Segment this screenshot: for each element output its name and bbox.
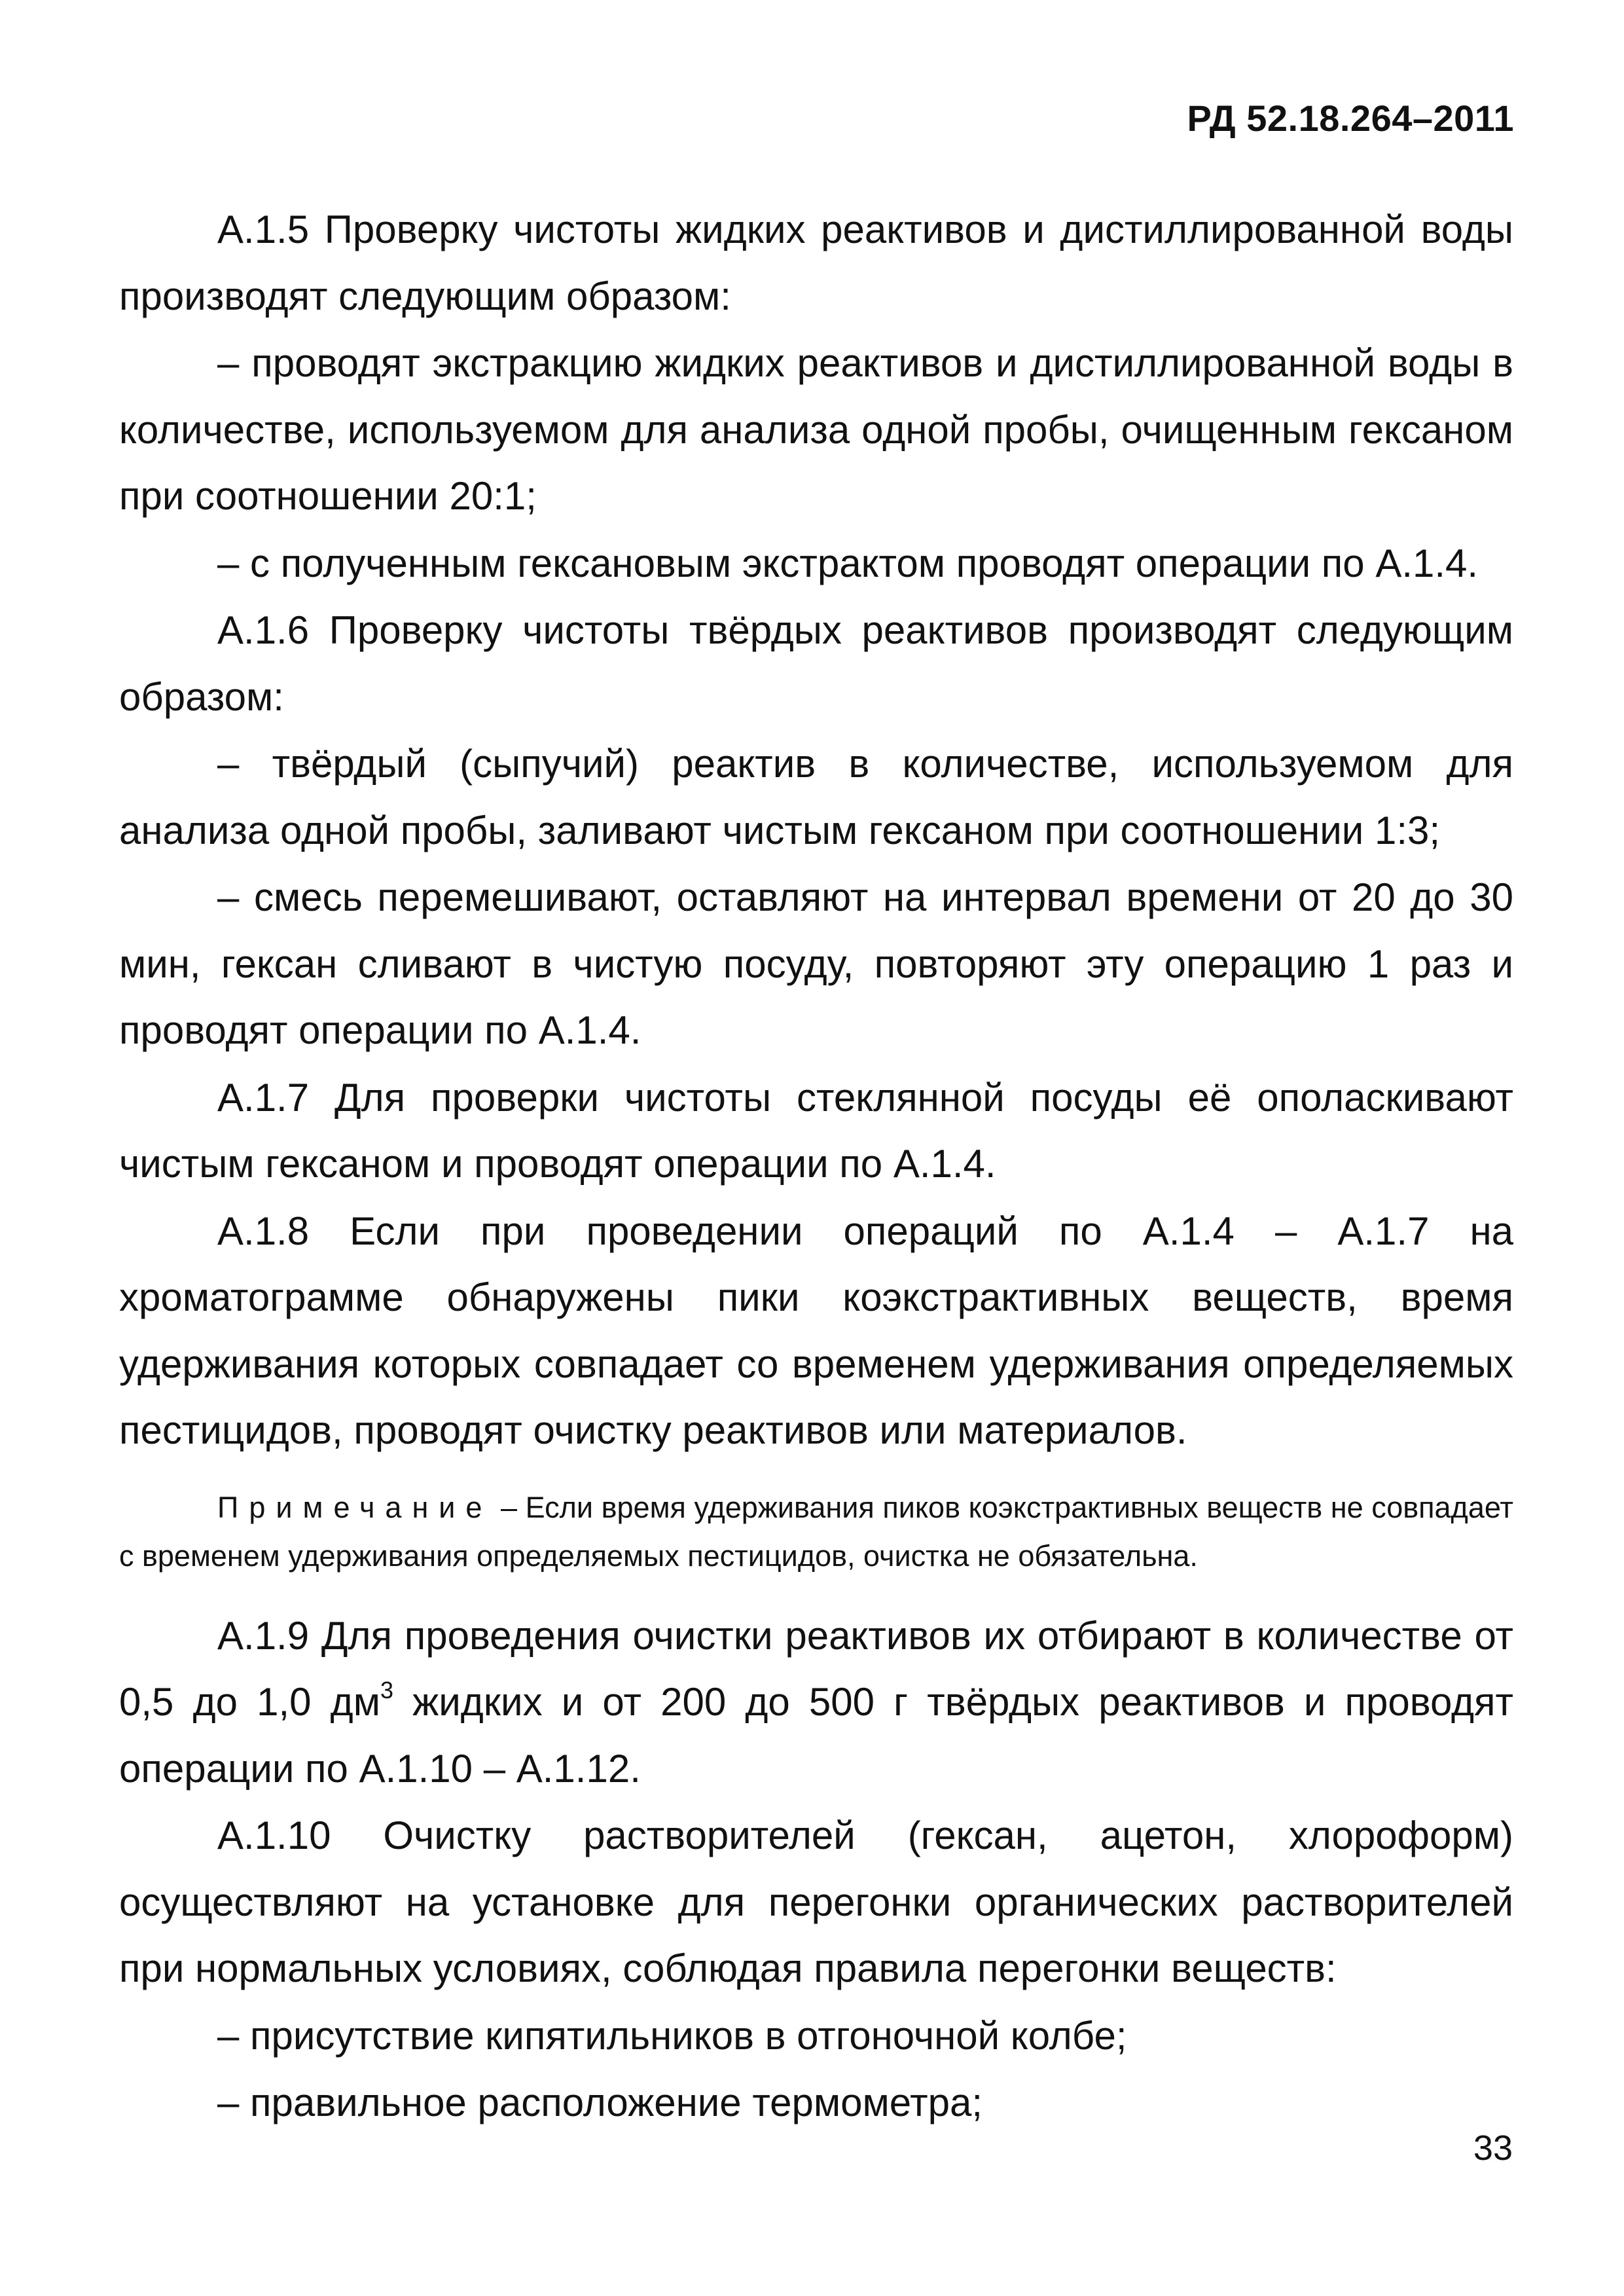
cubic-superscript: 3 bbox=[380, 1677, 393, 1704]
note-paragraph bbox=[119, 1484, 1513, 1580]
paragraph-a1-9-text-before: А.1.9 Для проведения очистки реактивов их отбирают в количестве от 0,5 до 1,0 дм bbox=[119, 1613, 1513, 1724]
list-item: – правильное расположение термометра; bbox=[217, 2081, 983, 2124]
note-label: Примечание bbox=[217, 1490, 493, 1524]
list-item: – твёрдый (сыпучий) реактив в количестве, используемом для анализа одной пробы, заливают чистым гексаном при соотношении 1:3; bbox=[119, 742, 1513, 852]
document-body bbox=[119, 196, 1513, 2136]
paragraph-a1-6: А.1.6 Проверку чистоты твёрдых реактивов производят следующим образом: bbox=[119, 608, 1513, 719]
paragraph-a1-8: А.1.8 Если при проведении операций по А.1.4 – А.1.7 на хроматограмме обнаружены пики коэкстрактивных веществ, время удерживания которых совпадает со временем удерживания определяемых пестицидов, проводят очистку реактивов или материалов. bbox=[119, 1209, 1513, 1452]
paragraph-a1-9 bbox=[119, 1603, 1513, 1802]
paragraph-a1-7: А.1.7 Для проверки чистоты стеклянной посуды её ополаскивают чистым гексаном и проводят операции по А.1.4. bbox=[119, 1075, 1513, 1186]
note-text: – Если время удерживания пиков коэкстрактивных веществ не совпадает с временем удерживания определяемых пестицидов, очистка не обязательна. bbox=[119, 1490, 1513, 1573]
list-item: – с полученным гексановым экстрактом проводят операции по А.1.4. bbox=[217, 541, 1479, 585]
paragraph-a1-9-text-after: жидких и от 200 до 500 г твёрдых реактивов и проводят операции по А.1.10 – А.1.12. bbox=[119, 1680, 1514, 1791]
list-item: – смесь перемешивают, оставляют на интервал времени от 20 до 30 мин, гексан сливают в чистую посуду, повторяют эту операцию 1 раз и проводят операции по А.1.4. bbox=[119, 875, 1513, 1052]
paragraph-a1-5: А.1.5 Проверку чистоты жидких реактивов и дистиллированной воды производят следующим образом: bbox=[119, 208, 1513, 318]
paragraph-a1-10: А.1.10 Очистку растворителей (гексан, ацетон, хлороформ) осуществляют на установке для перегонки органических растворителей при нормальных условиях, соблюдая правила перегонки веществ: bbox=[119, 1813, 1513, 1990]
list-item: – присутствие кипятильников в отгоночной колбе; bbox=[217, 2013, 1127, 2058]
list-item: – проводят экстракцию жидких реактивов и дистиллированной воды в количестве, используемом для анализа одной пробы, очищенным гексаном при соотношении 20:1; bbox=[119, 341, 1513, 518]
document-code-header: РД 52.18.264–2011 bbox=[1187, 98, 1514, 139]
page-number: 33 bbox=[1473, 2128, 1513, 2168]
